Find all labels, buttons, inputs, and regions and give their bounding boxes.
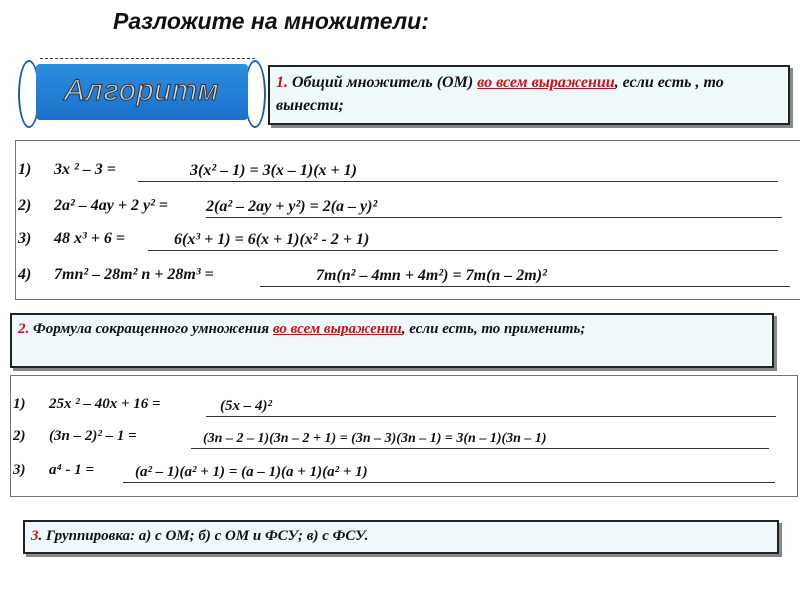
answer-line[interactable] (206, 396, 776, 417)
answer-line[interactable] (123, 462, 775, 483)
row-expression: 7mn² – 28m² n + 28m³ = (54, 266, 214, 283)
row-expression: (3n – 2)² – 1 = (49, 428, 137, 444)
step1-highlight: во всем выражении (477, 74, 615, 91)
step1-text: Общий множитель (ОМ) (288, 74, 478, 91)
step3-number: 3 (31, 528, 39, 544)
row-answer: 3(x² – 1) = 3(x – 1)(x + 1) (190, 162, 357, 179)
row-answer: (5x – 4)² (220, 398, 272, 414)
row-expression: 48 x³ + 6 = (54, 230, 126, 247)
row-number: 4) (18, 266, 32, 283)
step2-text: Формула сокращенного умножения (29, 321, 273, 337)
group2-box (10, 375, 798, 497)
group1-box (15, 140, 800, 300)
step2-text-end: , если есть, то применить; (401, 321, 586, 337)
answer-line[interactable] (148, 230, 778, 251)
row-number: 1) (13, 396, 26, 412)
row-expression: 25x ² – 40x + 16 = (49, 396, 161, 412)
row-number: 2) (18, 197, 32, 214)
row-expression: a⁴ - 1 = (49, 462, 95, 478)
step1-number: 1. (276, 74, 288, 91)
banner-label: Алгоритм (64, 74, 220, 107)
row-answer: 6(x³ + 1) = 6(x + 1)(x² - 2 + 1) (174, 231, 370, 248)
answer-line[interactable] (138, 161, 778, 182)
row-answer: (3n – 2 – 1)(3n – 2 + 1) = (3n – 3)(3n – 1) = 3(n – 1)(3n – 1) (203, 431, 547, 446)
step1-text-end: , если есть , то вынести; (276, 74, 724, 114)
row-expression: 3x ² – 3 = (54, 161, 116, 178)
row-answer: (a² – 1)(a² + 1) = (a – 1)(a + 1)(a² + 1) (135, 464, 368, 480)
row-answer: 2(a² – 2ay + y²) = 2(a – y)² (206, 198, 378, 215)
row-number: 3) (18, 230, 32, 247)
algorithm-banner (22, 60, 262, 124)
step3-box (23, 520, 779, 554)
page-title: Разложите на множители: (113, 8, 429, 34)
step3-text: . Группировка: а) с ОМ; б) с ОМ и ФСУ; в) с ФСУ. (38, 528, 369, 544)
row-number: 1) (18, 161, 32, 178)
row-answer: 7m(n² – 4mn + 4m²) = 7m(n – 2m)² (316, 267, 547, 284)
decorative-dashed-line (40, 58, 255, 59)
row-number: 3) (13, 462, 26, 478)
row-expression: 2a² – 4ay + 2 y² = (54, 197, 169, 214)
row-number: 2) (13, 428, 26, 444)
step1-box (268, 65, 790, 125)
answer-line[interactable] (191, 428, 769, 449)
answer-line[interactable] (206, 197, 782, 218)
answer-line[interactable] (260, 266, 790, 287)
step2-highlight: во всем выражении (272, 321, 402, 337)
step2-number: 2. (18, 321, 30, 337)
step2-box (10, 313, 774, 368)
